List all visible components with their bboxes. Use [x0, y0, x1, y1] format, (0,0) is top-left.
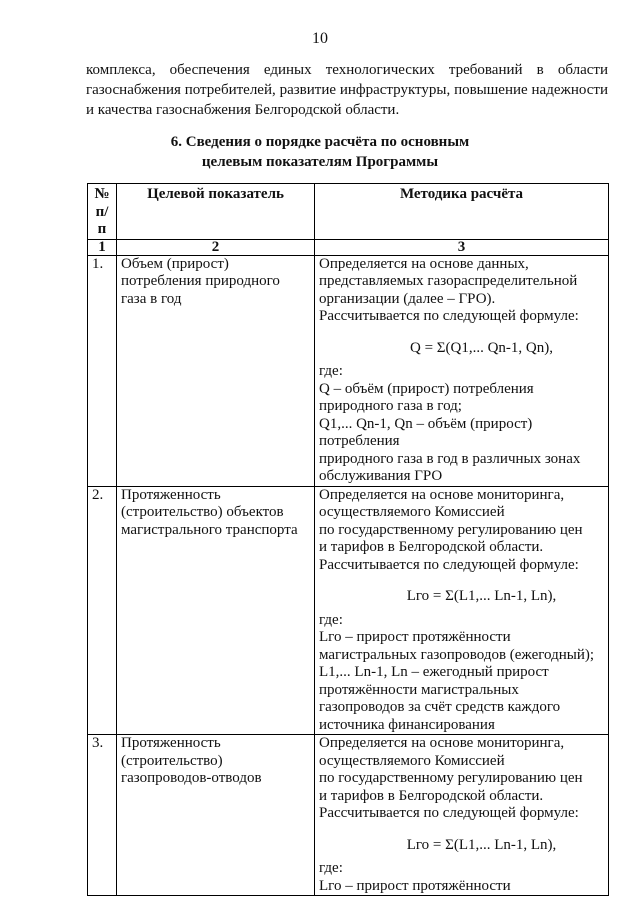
indicator-line: (строительство): [121, 752, 223, 769]
method-line: газопроводов за счёт средств каждого: [319, 699, 561, 715]
method-line: организации (далее – ГРО).: [319, 290, 496, 307]
method-line: Определяется на основе мониторинга,: [319, 735, 565, 751]
table-row: [88, 735, 609, 896]
page-number: 10: [312, 30, 328, 47]
method-line: где:: [319, 611, 343, 628]
method-cell: [315, 255, 609, 486]
method-line: Рассчитывается по следующей формуле:: [319, 556, 579, 573]
method-line: L1,... Ln-1, Ln – ежегодный прирост: [319, 664, 549, 680]
indicator-cell: [117, 486, 315, 735]
formula: Lго = Σ(L1,... Ln-1, Ln),: [406, 588, 557, 604]
intro-paragraph: [86, 60, 608, 120]
method-line: представляемых газораспределительной: [319, 273, 578, 289]
method-line: Q1,... Qn-1, Qn – объём (прирост) потребления: [319, 415, 533, 449]
method-line: Рассчитывается по следующей формуле:: [319, 308, 579, 324]
method-line: осуществляемого Комиссией: [319, 752, 505, 769]
method-line: Рассчитывается по следующей формуле:: [319, 805, 579, 821]
indicator-line: Протяженность: [121, 486, 221, 503]
section-heading: [0, 132, 640, 172]
method-line: Определяется на основе данных,: [319, 255, 529, 272]
method-line: где:: [319, 860, 343, 876]
heading-line: 6. Сведения о порядке расчёта по основным: [170, 134, 470, 150]
intro-line: газоснабжения потребителей, развитие инфраструктуры, повышение надежности: [86, 82, 608, 98]
method-line: где:: [319, 363, 343, 379]
indicator-line: газопроводов-отводов: [121, 770, 262, 786]
intro-line: комплекса, обеспечения единых технологических требований в области: [86, 62, 608, 78]
table-index-row: [88, 239, 609, 255]
indicator-line: газа в год: [121, 290, 182, 307]
method-cell: [315, 735, 609, 896]
index-cell: 1: [88, 239, 117, 255]
method-line: по государственному регулированию цен: [319, 770, 583, 786]
row-number: 1.: [88, 255, 117, 486]
formula: Q = Σ(Q1,... Qn-1, Qn),: [409, 339, 553, 356]
method-line: осуществляемого Комиссией: [319, 504, 505, 520]
header-method: Методика расчёта: [315, 184, 609, 240]
row-number: 3.: [88, 735, 117, 896]
indicator-cell: [117, 735, 315, 896]
table-header-row: [88, 184, 609, 240]
indicator-line: Объем (прирост): [121, 255, 229, 272]
row-number: 2.: [88, 486, 117, 735]
method-line: Определяется на основе мониторинга,: [319, 486, 565, 503]
method-line: по государственному регулированию цен: [319, 521, 583, 538]
indicator-line: потребления природного: [121, 273, 280, 289]
indicators-table: [87, 183, 609, 896]
method-line: протяжённости магистральных: [319, 681, 519, 698]
method-line: магистральных газопроводов (ежегодный);: [319, 646, 595, 663]
method-line: природного газа в год в различных зонах: [319, 450, 581, 467]
method-line: природного газа в год;: [319, 398, 462, 414]
formula: Lго = Σ(L1,... Ln-1, Ln),: [406, 836, 557, 853]
indicator-line: (строительство) объектов: [121, 504, 284, 520]
indicator-line: Протяженность: [121, 735, 221, 751]
method-line: Lго – прирост протяжённости: [319, 877, 511, 894]
indicator-cell: [117, 255, 315, 486]
intro-line: и качества газоснабжения Белгородской области.: [86, 102, 400, 118]
table-row: [88, 486, 609, 735]
method-line: Lго – прирост протяжённости: [319, 629, 511, 645]
heading-line: целевым показателям Программы: [201, 154, 439, 170]
method-line: источника финансирования: [319, 716, 495, 733]
header-indicator: Целевой показатель: [117, 184, 315, 240]
index-cell: 2: [117, 239, 315, 255]
header-number: № п/п: [88, 184, 117, 240]
method-cell: [315, 486, 609, 735]
table-row: [88, 255, 609, 486]
indicator-line: магистрального транспорта: [121, 521, 298, 538]
method-line: Q – объём (прирост) потребления: [319, 380, 534, 397]
index-cell: 3: [315, 239, 609, 255]
method-line: и тарифов в Белгородской области.: [319, 539, 544, 555]
method-line: обслуживания ГРО: [319, 468, 443, 484]
method-line: и тарифов в Белгородской области.: [319, 787, 544, 804]
